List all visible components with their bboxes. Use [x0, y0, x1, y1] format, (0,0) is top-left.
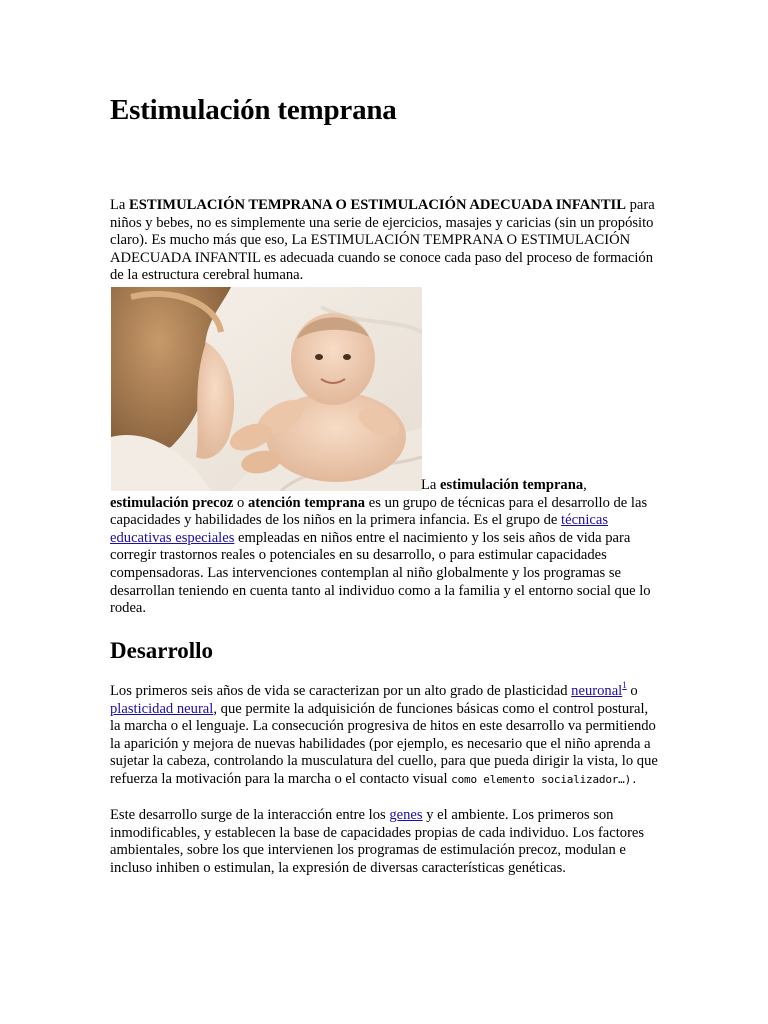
- desarrollo-paragraph-2: [110, 807, 658, 877]
- definition-bold-1: estimulación temprana: [440, 477, 584, 493]
- definition-text-5: empleadas en niños entre el nacimiento y los seis años de vida para corregir trastornos reales o potenciales en su desarrollo, o para estimular capacidades compensadoras. Las intervenciones contemplan al niño globalmente y los programas se desarrollan teniendo en cuenta tanto al individuo como a la familia y el entorno social que lo rodea.: [110, 529, 651, 617]
- definition-text-3: o: [233, 494, 248, 511]
- intro-text-2: para niños y bebes, no es simplemente una serie de ejercicios, masajes y caricias (sin un propósito claro). Es mucho más que eso, La ESTIMULACIÓN TEMPRANA O ESTIMULACIÓN ADECUADA INFANTIL es adecuada cuando se conoce cada paso del proceso de formación de la estructura cerebral humana.: [110, 197, 655, 284]
- desarrollo2-text-1: Este desarrollo surge de la interacción entre los: [110, 807, 390, 823]
- desarrollo-text-2: o: [626, 683, 638, 699]
- definition-bold-3: atención temprana: [247, 494, 366, 511]
- intro-paragraph: [110, 197, 658, 285]
- mother-baby-photo: [111, 287, 422, 491]
- definition-bold-2: estimulación precoz: [110, 494, 234, 511]
- definition-text-2: ,: [583, 477, 587, 493]
- desarrollo-mono-text: como elemento socializador…).: [451, 772, 638, 786]
- mother-baby-illustration: [111, 287, 422, 491]
- genes-link[interactable]: genes: [389, 807, 423, 823]
- desarrollo-text-3: , que permite la adquisición de funciones básicas como el control postural, la marcha o el lenguaje. La consecución progresiva de hitos en este desarrollo va permitiendo la aparición y mejora de nuevas habilidades (por ejemplo, es necesario que el niño aprenda a sujetar la cabeza, controlando la musculatura del cuello, para que pueda dirigir la vista, lo que refuerza la motivación para la marcha o el contacto visual: [110, 700, 658, 787]
- tecnicas-educativas-link[interactable]: técnicas educativas especiales: [110, 512, 609, 546]
- definition-text-1: La: [421, 477, 441, 493]
- desarrollo2-text-2: y el ambiente. Los primeros son inmodificables, y establecen la base de capacidades propias de cada individuo. Los factores ambientales, sobre los que intervienen los programas de estimulación precoz, modulan e incluso inhiben o estimulan, la expresión de diversas características genéticas.: [110, 807, 645, 876]
- section-heading-desarrollo: Desarrollo: [110, 638, 214, 663]
- definition-text-4: es un grupo de técnicas para el desarrollo de las capacidades y habilidades de los niños en la primera infancia. Es el grupo de: [110, 494, 648, 529]
- footnote-1-link[interactable]: 1: [622, 680, 627, 690]
- desarrollo-text-1: Los primeros seis años de vida se caracterizan por un alto grado de plasticidad: [110, 683, 572, 699]
- desarrollo-paragraph-1: [110, 680, 662, 789]
- plasticidad-neural-link[interactable]: plasticidad neural: [110, 700, 214, 717]
- page-title: Estimulación temprana: [110, 94, 397, 126]
- definition-paragraph: [110, 477, 658, 618]
- neuronal-link[interactable]: neuronal: [571, 683, 623, 699]
- intro-text-1: La: [110, 197, 130, 213]
- intro-bold-term: ESTIMULACIÓN TEMPRANA O ESTIMULACIÓN ADECUADA INFANTIL: [129, 197, 626, 213]
